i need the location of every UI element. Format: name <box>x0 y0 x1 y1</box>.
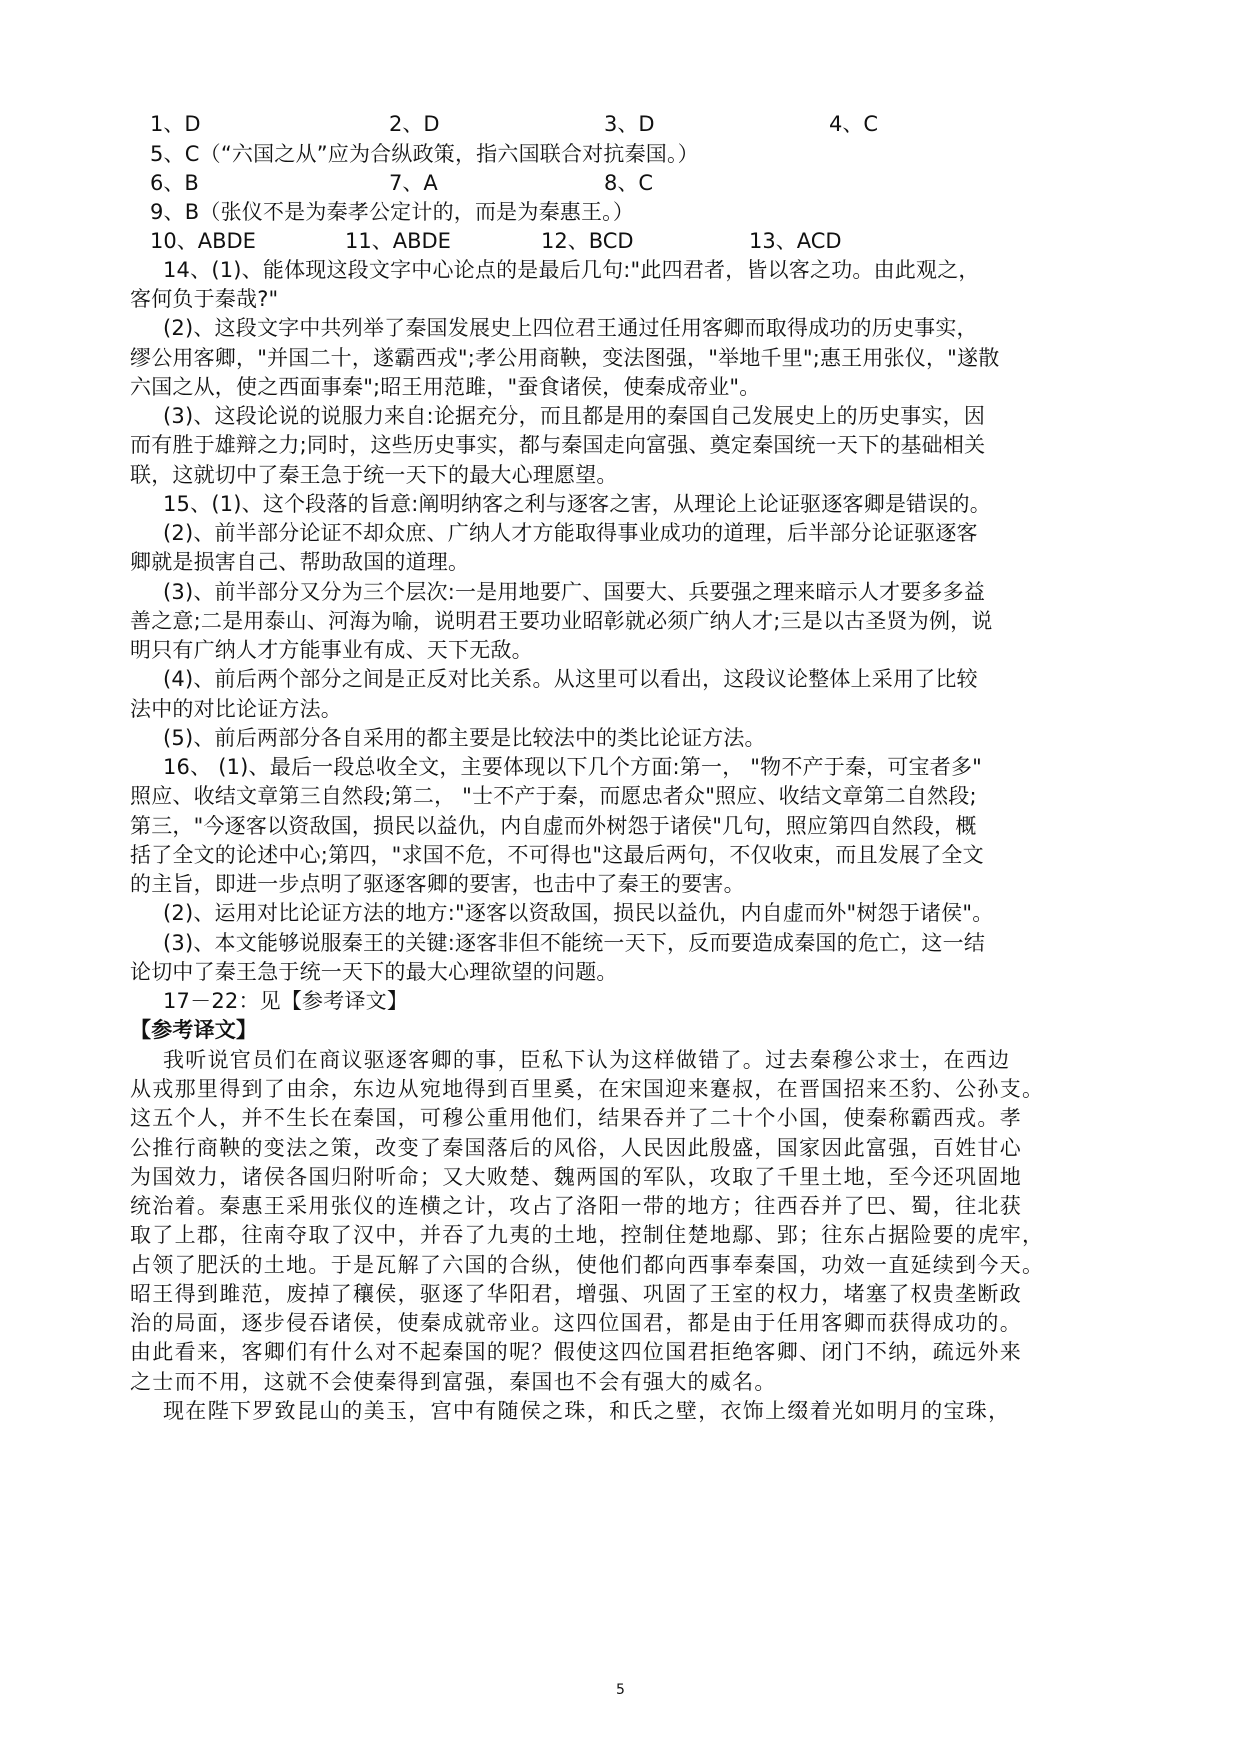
body-line: 的主旨，即进一步点明了驱逐客卿的要害，也击中了秦王的要害。 <box>130 872 745 896</box>
answer-item: 11、ABDE <box>345 229 451 253</box>
answer-9: 9、B（张仪不是为秦孝公定计的，而是为秦惠王。） <box>150 200 635 224</box>
translation-line: 从戎那里得到了由余，东边从宛地得到百里奚，在宋国迎来蹇叔，在晋国招来丕豹、公孙支。 <box>130 1077 1045 1101</box>
translation-line: 公推行商鞅的变法之策，改变了秦国落后的风俗，人民因此殷盛，国家因此富强，百姓甘心 <box>130 1136 1022 1160</box>
translation-line: 现在陛下罗致昆山的美玉，宫中有随侯之珠，和氏之壁，衣饰上缀着光如明月的宝珠， <box>163 1399 1011 1423</box>
body-line: 善之意;二是用泰山、河海为喻，说明君王要功业昭彰就必须广纳人才;三是以古圣贤为例，说 <box>130 609 993 633</box>
body-line: 缪公用客卿，"并国二十，遂霸西戎";孝公用商鞅，变法图强，"举地千里";惠王用张仪，"遂散 <box>130 346 1000 370</box>
body-line: (3)、前半部分又分为三个层次:一是用地要广、国要大、兵要强之理来暗示人才要多多益 <box>163 580 986 604</box>
body-line: 14、(1)、能体现这段文字中心论点的是最后几句:"此四君者，皆以客之功。由此观之， <box>163 258 980 282</box>
answer-item: 7、A <box>389 171 438 195</box>
answer-item: 3、D <box>604 112 655 136</box>
body-line: (2)、运用对比论证方法的地方:"逐客以资敌国，损民以益仇，内自虚而外"树怨于诸侯"。 <box>163 901 994 925</box>
translation-line: 之士而不用，这就不会使秦得到富强，秦国也不会有强大的威名。 <box>130 1370 777 1394</box>
answer-item: 12、BCD <box>541 229 634 253</box>
translation-line: 取了上郡，往南夺取了汉中，并吞了九夷的土地，控制住楚地鄢、郢；往东占据险要的虎牢， <box>130 1223 1045 1247</box>
body-line: 卿就是损害自己、帮助敌国的道理。 <box>130 550 470 574</box>
body-line: 明只有广纳人才方能事业有成、天下无敌。 <box>130 638 533 662</box>
page-number: 5 <box>616 1682 625 1698</box>
answer-item: 2、D <box>389 112 440 136</box>
body-line: (2)、前半部分论证不却众庶、广纳人才方能取得事业成功的道理，后半部分论证驱逐客 <box>163 521 978 545</box>
translation-line: 昭王得到雎范，废掉了穰侯，驱逐了华阳君，增强、巩固了王室的权力，堵塞了权贵垄断政 <box>130 1282 1022 1306</box>
answer-item: 13、ACD <box>749 229 842 253</box>
translation-line: 治的局面，逐步侵吞诸侯，使秦成就帝业。这四位国君，都是由于任用客卿而获得成功的。 <box>130 1311 1022 1335</box>
translation-line: 为国效力，诸侯各国归附听命；又大败楚、魏两国的军队，攻取了千里土地，至今还巩固地 <box>130 1165 1022 1189</box>
translation-line: 我听说官员们在商议驱逐客卿的事，臣私下认为这样做错了。过去秦穆公求士，在西边 <box>163 1048 1011 1072</box>
body-line: 客何负于秦哉?" <box>130 287 279 311</box>
body-line: 六国之从，使之西面事秦";昭王用范雎，"蚕食诸侯，使秦成帝业"。 <box>130 375 761 399</box>
body-line: (4)、前后两个部分之间是正反对比关系。从这里可以看出，这段议论整体上采用了比较 <box>163 667 978 691</box>
body-line: (5)、前后两部分各自采用的都主要是比较法中的类比论证方法。 <box>163 726 766 750</box>
body-line: 括了全文的论述中心;第四，"求国不危，不可得也"这最后两句，不仅收束，而且发展了全文 <box>130 843 984 867</box>
answer-item: 1、D <box>150 112 201 136</box>
answer-item: 6、B <box>150 171 199 195</box>
answer-item: 10、ABDE <box>150 229 256 253</box>
body-line: (3)、这段论说的说服力来自:论据充分，而且都是用的秦国自己发展史上的历史事实，因 <box>163 404 986 428</box>
body-line: 15、(1)、这个段落的旨意:阐明纳客之利与逐客之害，从理论上论证驱逐客卿是错误的。 <box>163 492 991 516</box>
body-line: (2)、这段文字中共列举了秦国发展史上四位君王通过任用客卿而取得成功的历史事实， <box>163 316 978 340</box>
body-line: 论切中了秦王急于统一天下的最大心理欲望的问题。 <box>130 960 618 984</box>
body-line: 16、 (1)、最后一段总收全文，主要体现以下几个方面:第一， "物不产于秦，可宝者多" <box>163 755 983 779</box>
body-line: 而有胜于雄辩之力;同时，这些历史事实，都与秦国走向富强、奠定秦国统一天下的基础相关 <box>130 433 986 457</box>
answer-item: 4、C <box>829 112 879 136</box>
body-line: (3)、本文能够说服秦王的关键:逐客非但不能统一天下，反而要造成秦国的危亡，这一结 <box>163 931 986 955</box>
body-line: 照应、收结文章第三自然段;第二， "士不产于秦，而愿忠者众"照应、收结文章第二自然段; <box>130 784 977 808</box>
translation-line: 统治着。秦惠王采用张仪的连横之计，攻占了洛阳一带的地方；往西吞并了巴、蜀，往北获 <box>130 1194 1022 1218</box>
body-line: 第三，"今逐客以资敌国，损民以益仇，内自虚而外树怨于诸侯"几句，照应第四自然段，概 <box>130 814 977 838</box>
answers-row-3 <box>0 226 1241 256</box>
translation-line: 占领了肥沃的土地。于是瓦解了六国的合纵，使他们都向西事奉秦国，功效一直延续到今天。 <box>130 1253 1045 1277</box>
translation-line: 由此看来，客卿们有什么对不起秦国的呢？假使这四位国君拒绝客卿、闭门不纳，疏远外来 <box>130 1340 1022 1364</box>
body-line: 联，这就切中了秦王急于统一天下的最大心理愿望。 <box>130 463 618 487</box>
body-line: 17－22：见【参考译文】 <box>163 989 409 1013</box>
answer-5: 5、C（“六国之从”应为合纵政策，指六国联合对抗秦国。） <box>150 142 699 166</box>
translation-heading: 【参考译文】 <box>130 1018 258 1042</box>
answers-row-1 <box>0 109 1241 139</box>
answer-item: 8、C <box>604 171 654 195</box>
answers-row-2 <box>0 168 1241 198</box>
translation-line: 这五个人，并不生长在秦国，可穆公重用他们，结果吞并了二十个小国，使秦称霸西戎。孝 <box>130 1106 1022 1130</box>
body-line: 法中的对比论证方法。 <box>130 697 342 721</box>
